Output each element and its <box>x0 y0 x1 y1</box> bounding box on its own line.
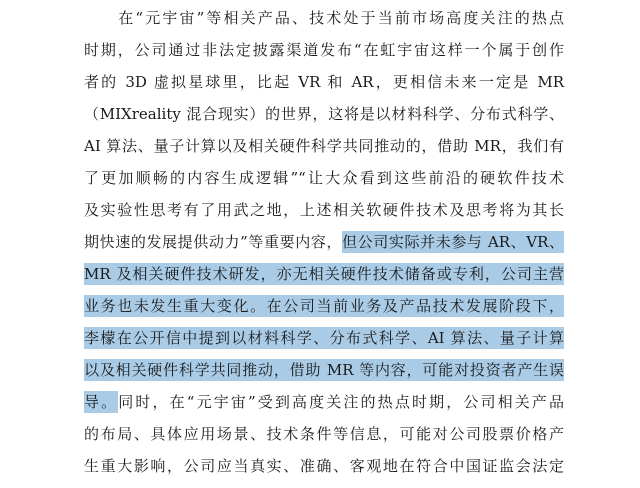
line-text: AI 算法、量子计算以及相关硬件科学共同推动的，借助 MR，我们有 <box>84 137 564 155</box>
line-text: 者的 3D 虚拟星球里，比起 VR 和 AR，更相信未来一定是 MR <box>84 73 564 91</box>
text-line-1 <box>84 2 564 34</box>
line-text: 了更加顺畅的内容生成逻辑”“让大众看到这些前沿的硬软件技术 <box>84 169 564 187</box>
text-line-11 <box>84 322 564 354</box>
line-text: 生重大影响，公司应当真实、准确、客观地在符合中国证监会法定 <box>84 457 564 475</box>
text-line-14 <box>84 418 564 450</box>
line-text: 的布局、具体应用场景、技术条件等信息，可能对公司股票价格产 <box>84 425 564 443</box>
highlighted-text: 业务也未发生重大变化。在公司当前业务及产品技术发展阶段下， <box>84 297 564 315</box>
highlighted-text: MR 及相关硬件技术研发，亦无相关硬件技术储备或专利，公司主营 <box>84 265 564 283</box>
text-line-7 <box>84 194 564 226</box>
text-line-3 <box>84 66 564 98</box>
line-text: （MIXreality 混合现实）的世界，这将是以材料科学、分布式科学、 <box>84 105 564 123</box>
highlighted-text: 以及相关硬件科学共同推动，借助 MR 等内容，可能对投资者产生误 <box>84 361 564 379</box>
line-text: 同时，在“元宇宙”受到高度关注的热点时期，公司相关产品 <box>118 393 564 411</box>
text-line-6 <box>84 162 564 194</box>
text-line-2 <box>84 34 564 66</box>
highlighted-text: 李檬在公开信中提到以材料科学、分布式科学、AI 算法、量子计算 <box>84 329 564 347</box>
text-line-8 <box>84 226 564 258</box>
line-text: 在“元宇宙”等相关产品、技术处于当前市场高度关注的热点 <box>84 9 564 27</box>
paragraph <box>84 2 564 482</box>
text-line-12 <box>84 354 564 386</box>
text-line-13 <box>84 386 564 418</box>
text-line-4 <box>84 98 564 130</box>
text-line-15 <box>84 450 564 482</box>
highlighted-text: 导。 <box>84 393 119 411</box>
highlighted-text: 但公司实际并未参与 AR、VR、 <box>342 233 564 251</box>
text-line-5 <box>84 130 564 162</box>
line-text: 时期，公司通过非法定披露渠道发布“在虹宇宙这样一个属于创作 <box>84 41 564 59</box>
line-text: 及实验性思考有了用武之地，上述相关软硬件技术及思考将为其长 <box>84 201 564 219</box>
text-line-10 <box>84 290 564 322</box>
line-text: 期快速的发展提供动力”等重要内容， <box>84 233 343 251</box>
text-line-9 <box>84 258 564 290</box>
